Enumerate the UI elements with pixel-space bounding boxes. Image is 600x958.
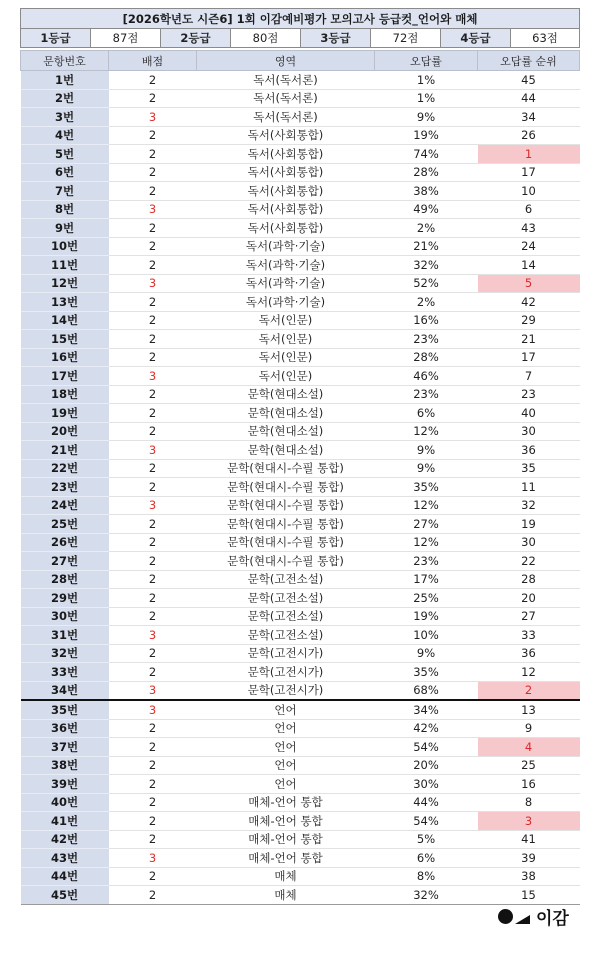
wrong-rate-cell: 6%: [375, 404, 478, 423]
wrong-rank-cell: 15: [478, 886, 580, 905]
question-number-cell: 25번: [21, 515, 109, 534]
wrong-rank-cell: 44: [478, 89, 580, 108]
points-cell: 2: [109, 89, 197, 108]
wrong-rate-cell: 35%: [375, 663, 478, 682]
table-row: [21, 330, 580, 349]
area-cell: 문학(현대소설): [197, 385, 375, 404]
area-cell: 문학(현대소설): [197, 422, 375, 441]
points-cell: 3: [109, 626, 197, 645]
wrong-rank-cell: 41: [478, 830, 580, 849]
table-row: [21, 756, 580, 775]
page-title: [2026학년도 시즌6] 1회 이감예비평가 모의고사 등급컷_언어와 매체: [21, 9, 580, 29]
wrong-rank-cell: 23: [478, 385, 580, 404]
points-cell: 2: [109, 663, 197, 682]
question-number-cell: 11번: [21, 256, 109, 275]
wrong-rate-cell: 23%: [375, 552, 478, 571]
wrong-rate-cell: 21%: [375, 237, 478, 256]
question-number-cell: 24번: [21, 496, 109, 515]
table-row: [21, 182, 580, 201]
question-number-cell: 14번: [21, 311, 109, 330]
wrong-rate-cell: 12%: [375, 422, 478, 441]
table-row: [21, 89, 580, 108]
points-cell: 2: [109, 404, 197, 423]
wrong-rate-cell: 44%: [375, 793, 478, 812]
points-cell: 2: [109, 145, 197, 164]
wrong-rank-cell: 39: [478, 849, 580, 868]
table-row: [21, 626, 580, 645]
question-number-cell: 36번: [21, 719, 109, 738]
area-cell: 문학(현대시-수필 통합): [197, 478, 375, 497]
area-cell: 독서(인문): [197, 330, 375, 349]
wrong-rate-cell: 9%: [375, 644, 478, 663]
table-row: [21, 163, 580, 182]
points-cell: 2: [109, 422, 197, 441]
table-row: [21, 663, 580, 682]
points-cell: 2: [109, 830, 197, 849]
points-cell: 2: [109, 812, 197, 831]
wrong-rank-cell: 36: [478, 441, 580, 460]
wrong-rank-cell: 17: [478, 348, 580, 367]
question-number-cell: 45번: [21, 886, 109, 905]
wrong-rank-cell: 30: [478, 422, 580, 441]
logo-triangle-icon: [515, 915, 530, 924]
grade-score: 72점: [371, 29, 441, 48]
header-area: 영역: [197, 51, 375, 71]
wrong-rank-cell: 22: [478, 552, 580, 571]
area-cell: 매체-언어 통합: [197, 830, 375, 849]
wrong-rank-cell: 19: [478, 515, 580, 534]
question-number-cell: 27번: [21, 552, 109, 571]
question-number-cell: 33번: [21, 663, 109, 682]
points-cell: 2: [109, 237, 197, 256]
points-cell: 2: [109, 348, 197, 367]
points-cell: 2: [109, 533, 197, 552]
question-number-cell: 18번: [21, 385, 109, 404]
grade-cut-table: [20, 8, 580, 48]
table-row: [21, 348, 580, 367]
wrong-rate-cell: 42%: [375, 719, 478, 738]
wrong-rate-cell: 38%: [375, 182, 478, 201]
area-cell: 매체: [197, 867, 375, 886]
area-cell: 문학(고전시가): [197, 644, 375, 663]
table-row: [21, 867, 580, 886]
points-cell: 2: [109, 293, 197, 312]
wrong-rank-cell: 2: [478, 681, 580, 700]
points-cell: 2: [109, 867, 197, 886]
wrong-rank-cell: 20: [478, 589, 580, 608]
wrong-rank-cell: 1: [478, 145, 580, 164]
wrong-rate-cell: 8%: [375, 867, 478, 886]
question-number-cell: 7번: [21, 182, 109, 201]
wrong-rank-cell: 34: [478, 108, 580, 127]
igam-logo: [498, 905, 569, 927]
area-cell: 독서(사회통합): [197, 182, 375, 201]
area-cell: 독서(사회통합): [197, 219, 375, 238]
points-cell: 2: [109, 793, 197, 812]
question-number-cell: 39번: [21, 775, 109, 794]
table-row: [21, 256, 580, 275]
wrong-rate-cell: 68%: [375, 681, 478, 700]
question-number-cell: 22번: [21, 459, 109, 478]
area-cell: 문학(고전소설): [197, 589, 375, 608]
wrong-rank-cell: 24: [478, 237, 580, 256]
points-cell: 3: [109, 681, 197, 700]
wrong-rank-cell: 17: [478, 163, 580, 182]
area-cell: 독서(사회통합): [197, 163, 375, 182]
grade-label: 3등급: [301, 29, 371, 48]
question-number-cell: 32번: [21, 644, 109, 663]
grade-score: 63점: [511, 29, 580, 48]
table-row: [21, 552, 580, 571]
wrong-rate-cell: 46%: [375, 367, 478, 386]
wrong-rate-cell: 30%: [375, 775, 478, 794]
wrong-rank-cell: 45: [478, 71, 580, 90]
area-cell: 독서(독서론): [197, 89, 375, 108]
question-number-cell: 44번: [21, 867, 109, 886]
table-row: [21, 311, 580, 330]
wrong-rank-cell: 29: [478, 311, 580, 330]
area-cell: 매체: [197, 886, 375, 905]
wrong-rate-cell: 19%: [375, 607, 478, 626]
wrong-rate-cell: 52%: [375, 274, 478, 293]
wrong-rate-cell: 2%: [375, 219, 478, 238]
table-row: [21, 812, 580, 831]
grade-score: 87점: [91, 29, 161, 48]
area-cell: 문학(현대시-수필 통합): [197, 515, 375, 534]
wrong-rank-cell: 33: [478, 626, 580, 645]
table-row: [21, 459, 580, 478]
question-number-cell: 5번: [21, 145, 109, 164]
wrong-rate-cell: 74%: [375, 145, 478, 164]
wrong-rank-cell: 21: [478, 330, 580, 349]
table-row: [21, 385, 580, 404]
wrong-rate-cell: 6%: [375, 849, 478, 868]
wrong-rank-cell: 4: [478, 738, 580, 757]
question-number-cell: 37번: [21, 738, 109, 757]
points-cell: 2: [109, 163, 197, 182]
table-row: [21, 886, 580, 905]
points-cell: 2: [109, 126, 197, 145]
question-number-cell: 2번: [21, 89, 109, 108]
question-number-cell: 17번: [21, 367, 109, 386]
question-number-cell: 13번: [21, 293, 109, 312]
question-number-cell: 42번: [21, 830, 109, 849]
header-wrong-rank: 오답률 순위: [478, 51, 580, 71]
wrong-rank-cell: 30: [478, 533, 580, 552]
wrong-rank-cell: 40: [478, 404, 580, 423]
wrong-rate-cell: 10%: [375, 626, 478, 645]
area-cell: 독서(독서론): [197, 108, 375, 127]
points-cell: 2: [109, 570, 197, 589]
question-number-cell: 23번: [21, 478, 109, 497]
question-number-cell: 8번: [21, 200, 109, 219]
question-number-cell: 9번: [21, 219, 109, 238]
table-header-row: [21, 51, 580, 71]
table-row: [21, 700, 580, 719]
points-cell: 2: [109, 182, 197, 201]
wrong-rank-cell: 16: [478, 775, 580, 794]
wrong-rank-cell: 9: [478, 719, 580, 738]
question-number-cell: 16번: [21, 348, 109, 367]
points-cell: 2: [109, 756, 197, 775]
area-cell: 문학(현대시-수필 통합): [197, 459, 375, 478]
area-cell: 독서(독서론): [197, 71, 375, 90]
wrong-rate-cell: 5%: [375, 830, 478, 849]
table-row: [21, 775, 580, 794]
area-cell: 매체-언어 통합: [197, 793, 375, 812]
wrong-rate-cell: 34%: [375, 700, 478, 719]
points-cell: 2: [109, 330, 197, 349]
table-row: [21, 441, 580, 460]
table-row: [21, 644, 580, 663]
points-cell: 2: [109, 644, 197, 663]
table-row: [21, 404, 580, 423]
question-number-cell: 21번: [21, 441, 109, 460]
wrong-rate-cell: 9%: [375, 459, 478, 478]
area-cell: 독서(과학·기술): [197, 237, 375, 256]
table-row: [21, 367, 580, 386]
question-number-cell: 30번: [21, 607, 109, 626]
logo-circle-icon: [498, 909, 513, 924]
grade-cut-row: [21, 29, 580, 48]
wrong-rank-cell: 36: [478, 644, 580, 663]
wrong-rank-cell: 42: [478, 293, 580, 312]
wrong-rate-cell: 19%: [375, 126, 478, 145]
question-number-cell: 19번: [21, 404, 109, 423]
table-row: [21, 108, 580, 127]
table-row: [21, 589, 580, 608]
header-points: 배점: [109, 51, 197, 71]
wrong-rate-cell: 23%: [375, 385, 478, 404]
points-cell: 2: [109, 515, 197, 534]
question-number-cell: 12번: [21, 274, 109, 293]
header-question-number: 문항번호: [21, 51, 109, 71]
wrong-rank-cell: 14: [478, 256, 580, 275]
area-cell: 문학(현대시-수필 통합): [197, 552, 375, 571]
area-cell: 독서(사회통합): [197, 200, 375, 219]
points-cell: 2: [109, 886, 197, 905]
area-cell: 독서(인문): [197, 348, 375, 367]
question-number-cell: 10번: [21, 237, 109, 256]
wrong-rate-cell: 27%: [375, 515, 478, 534]
table-row: [21, 145, 580, 164]
points-cell: 3: [109, 367, 197, 386]
area-cell: 문학(고전소설): [197, 607, 375, 626]
table-row: [21, 422, 580, 441]
wrong-rate-cell: 54%: [375, 738, 478, 757]
question-number-cell: 28번: [21, 570, 109, 589]
table-row: [21, 478, 580, 497]
question-number-cell: 29번: [21, 589, 109, 608]
area-cell: 문학(고전소설): [197, 570, 375, 589]
question-number-cell: 41번: [21, 812, 109, 831]
question-number-cell: 34번: [21, 681, 109, 700]
area-cell: 문학(현대소설): [197, 441, 375, 460]
table-row: [21, 515, 580, 534]
wrong-rank-cell: 10: [478, 182, 580, 201]
wrong-rate-cell: 32%: [375, 886, 478, 905]
logo-brand-text: 이감: [536, 908, 569, 929]
points-cell: 3: [109, 200, 197, 219]
wrong-rate-cell: 1%: [375, 89, 478, 108]
question-number-cell: 15번: [21, 330, 109, 349]
area-cell: 독서(사회통합): [197, 145, 375, 164]
question-number-cell: 26번: [21, 533, 109, 552]
points-cell: 2: [109, 478, 197, 497]
wrong-rate-cell: 25%: [375, 589, 478, 608]
wrong-rate-cell: 17%: [375, 570, 478, 589]
points-cell: 2: [109, 719, 197, 738]
area-cell: 언어: [197, 719, 375, 738]
wrong-rate-cell: 12%: [375, 533, 478, 552]
area-cell: 문학(현대소설): [197, 404, 375, 423]
wrong-rate-cell: 54%: [375, 812, 478, 831]
question-number-cell: 3번: [21, 108, 109, 127]
area-cell: 독서(과학·기술): [197, 293, 375, 312]
wrong-rank-cell: 3: [478, 812, 580, 831]
wrong-rate-cell: 32%: [375, 256, 478, 275]
table-row: [21, 71, 580, 90]
question-number-cell: 38번: [21, 756, 109, 775]
table-row: [21, 738, 580, 757]
grade-label: 2등급: [161, 29, 231, 48]
area-cell: 독서(과학·기술): [197, 256, 375, 275]
points-cell: 2: [109, 256, 197, 275]
table-row: [21, 607, 580, 626]
table-row: [21, 570, 580, 589]
header-wrong-rate: 오답률: [375, 51, 478, 71]
wrong-rank-cell: 7: [478, 367, 580, 386]
area-cell: 문학(고전소설): [197, 626, 375, 645]
table-row: [21, 719, 580, 738]
points-cell: 3: [109, 496, 197, 515]
table-row: [21, 274, 580, 293]
wrong-rate-cell: 16%: [375, 311, 478, 330]
wrong-rank-cell: 38: [478, 867, 580, 886]
wrong-rank-cell: 5: [478, 274, 580, 293]
table-row: [21, 681, 580, 700]
wrong-rank-cell: 11: [478, 478, 580, 497]
wrong-rate-cell: 20%: [375, 756, 478, 775]
grade-score: 80점: [231, 29, 301, 48]
wrong-rank-cell: 6: [478, 200, 580, 219]
area-cell: 문학(고전시가): [197, 663, 375, 682]
table-row: [21, 496, 580, 515]
question-number-cell: 4번: [21, 126, 109, 145]
points-cell: 2: [109, 311, 197, 330]
table-row: [21, 830, 580, 849]
table-row: [21, 533, 580, 552]
area-cell: 독서(인문): [197, 311, 375, 330]
table-row: [21, 219, 580, 238]
area-cell: 매체-언어 통합: [197, 849, 375, 868]
wrong-rate-cell: 2%: [375, 293, 478, 312]
points-cell: 2: [109, 459, 197, 478]
table-row: [21, 293, 580, 312]
wrong-rank-cell: 8: [478, 793, 580, 812]
area-cell: 매체-언어 통합: [197, 812, 375, 831]
table-row: [21, 793, 580, 812]
question-number-cell: 20번: [21, 422, 109, 441]
wrong-rate-cell: 28%: [375, 348, 478, 367]
wrong-rate-cell: 9%: [375, 441, 478, 460]
question-number-cell: 31번: [21, 626, 109, 645]
wrong-rate-cell: 12%: [375, 496, 478, 515]
area-cell: 독서(과학·기술): [197, 274, 375, 293]
table-row: [21, 237, 580, 256]
grade-label: 4등급: [441, 29, 511, 48]
table-row: [21, 126, 580, 145]
question-number-cell: 40번: [21, 793, 109, 812]
question-number-cell: 35번: [21, 700, 109, 719]
wrong-rank-cell: 25: [478, 756, 580, 775]
points-cell: 2: [109, 219, 197, 238]
area-cell: 언어: [197, 700, 375, 719]
points-cell: 3: [109, 849, 197, 868]
table-body: [21, 71, 580, 905]
wrong-rate-cell: 49%: [375, 200, 478, 219]
wrong-rank-cell: 26: [478, 126, 580, 145]
points-cell: 3: [109, 274, 197, 293]
wrong-rate-cell: 9%: [375, 108, 478, 127]
points-cell: 2: [109, 552, 197, 571]
wrong-rate-cell: 35%: [375, 478, 478, 497]
question-stats-table: [20, 50, 580, 905]
wrong-rate-cell: 1%: [375, 71, 478, 90]
area-cell: 독서(사회통합): [197, 126, 375, 145]
area-cell: 문학(현대시-수필 통합): [197, 533, 375, 552]
wrong-rank-cell: 32: [478, 496, 580, 515]
question-number-cell: 1번: [21, 71, 109, 90]
grade-cut-sheet: [20, 8, 579, 905]
question-number-cell: 6번: [21, 163, 109, 182]
points-cell: 2: [109, 589, 197, 608]
points-cell: 2: [109, 738, 197, 757]
wrong-rank-cell: 28: [478, 570, 580, 589]
wrong-rank-cell: 27: [478, 607, 580, 626]
area-cell: 문학(고전시가): [197, 681, 375, 700]
points-cell: 2: [109, 775, 197, 794]
wrong-rate-cell: 23%: [375, 330, 478, 349]
wrong-rank-cell: 12: [478, 663, 580, 682]
points-cell: 3: [109, 700, 197, 719]
wrong-rank-cell: 43: [478, 219, 580, 238]
question-number-cell: 43번: [21, 849, 109, 868]
area-cell: 언어: [197, 775, 375, 794]
wrong-rank-cell: 35: [478, 459, 580, 478]
area-cell: 문학(현대시-수필 통합): [197, 496, 375, 515]
points-cell: 3: [109, 441, 197, 460]
wrong-rank-cell: 13: [478, 700, 580, 719]
points-cell: 2: [109, 385, 197, 404]
wrong-rate-cell: 28%: [375, 163, 478, 182]
area-cell: 언어: [197, 756, 375, 775]
grade-label: 1등급: [21, 29, 91, 48]
points-cell: 3: [109, 108, 197, 127]
area-cell: 언어: [197, 738, 375, 757]
points-cell: 2: [109, 607, 197, 626]
table-row: [21, 200, 580, 219]
table-row: [21, 849, 580, 868]
area-cell: 독서(인문): [197, 367, 375, 386]
points-cell: 2: [109, 71, 197, 90]
